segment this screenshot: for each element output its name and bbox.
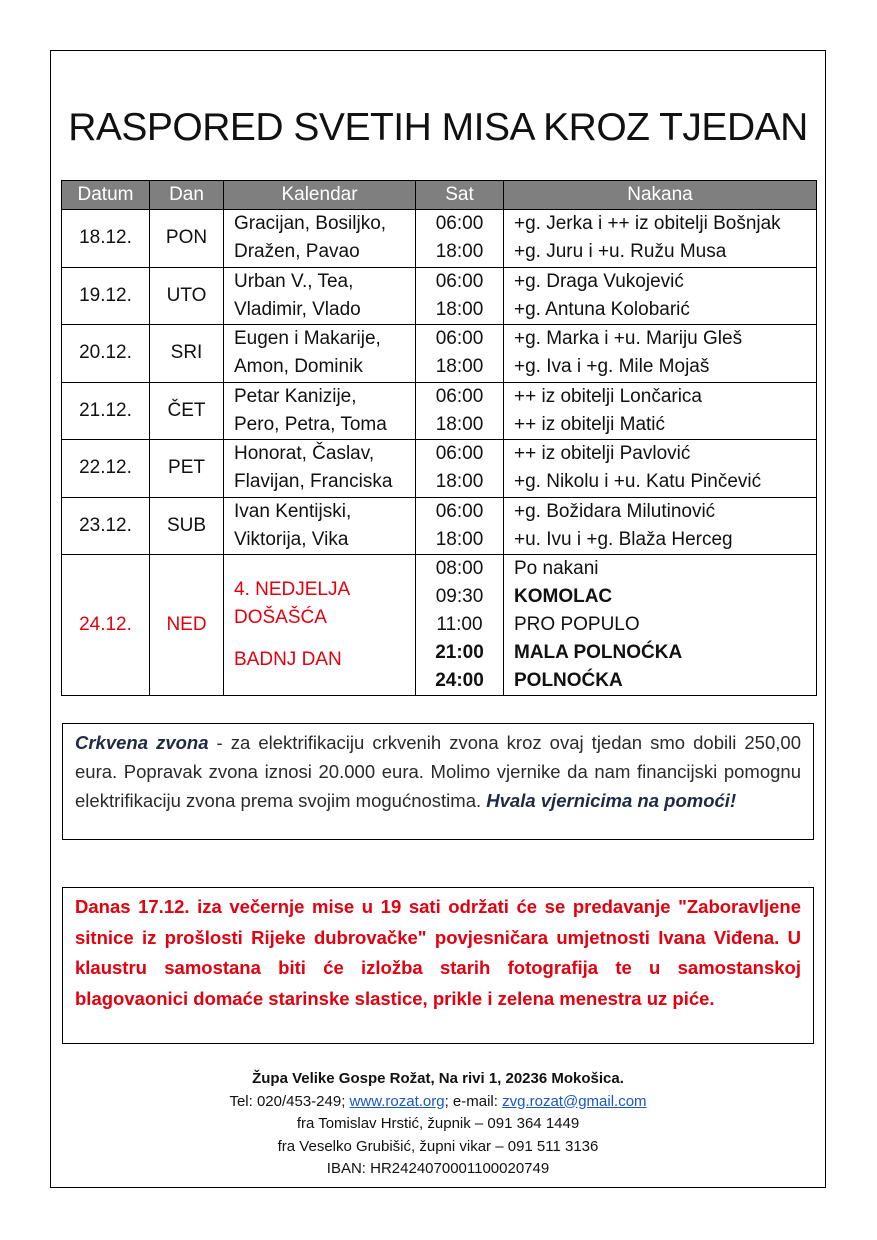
kalendar-line: Vladimir, Vlado bbox=[234, 298, 361, 320]
cell-sat bbox=[416, 440, 504, 498]
sat-line: 18:00 bbox=[435, 356, 484, 378]
nakana-line: Po nakani bbox=[514, 558, 599, 579]
sat-line: 18:00 bbox=[435, 528, 484, 550]
table-row bbox=[62, 497, 817, 555]
cell-kalendar bbox=[224, 267, 416, 325]
nakana-line: MALA POLNOĆKA bbox=[514, 642, 683, 663]
cell-kalendar bbox=[224, 325, 416, 383]
vicar-contact: fra Veselko Grubišić, župni vikar – 091 511 3136 bbox=[277, 1137, 599, 1155]
nakana-line: PRO POPULO bbox=[514, 614, 640, 635]
nakana-line: +g. Jerka i ++ iz obitelji Bošnjak bbox=[514, 213, 781, 235]
cell-kalendar bbox=[224, 440, 416, 498]
cell-nakana bbox=[504, 440, 817, 498]
parish-footer bbox=[50, 1068, 826, 1181]
kalendar-line: Urban V., Tea, bbox=[234, 270, 354, 292]
kalendar-line: Ivan Kentijski, bbox=[234, 500, 352, 522]
cell-dan: SUB bbox=[150, 497, 224, 555]
priest-contact: fra Tomislav Hrstić, župnik – 091 364 1449 bbox=[296, 1115, 580, 1132]
lecture-notice: Danas 17.12. iza večernje mise u 19 sati održati će se predavanje "Zaboravljene sitnice iz prošlosti Rijeke dubrovačke" povjesničara umjetnosti Ivana Viđena. U klaustru samostana biti će izložba starih fotografija te u samostanskoj blagovaonici domaće starinske slastice, prikle i zelena menestra uz piće. bbox=[62, 887, 814, 1044]
bells-notice bbox=[62, 723, 814, 840]
sat-line: 18:00 bbox=[435, 241, 484, 263]
header-nakana: Nakana bbox=[504, 181, 817, 210]
header-datum: Datum bbox=[62, 181, 150, 210]
cell-datum: 23.12. bbox=[62, 497, 150, 555]
cell-datum: 21.12. bbox=[62, 382, 150, 440]
cell-dan: ČET bbox=[150, 382, 224, 440]
sat-line: 06:00 bbox=[435, 443, 484, 465]
nakana-line: ++ iz obitelji Lončarica bbox=[514, 385, 702, 407]
sat-line: 18:00 bbox=[435, 471, 484, 493]
table-row bbox=[62, 210, 817, 268]
table-row bbox=[62, 267, 817, 325]
cell-dan: UTO bbox=[150, 267, 224, 325]
cell-kalendar bbox=[224, 555, 416, 696]
nakana-line: ++ iz obitelji Matić bbox=[514, 413, 666, 435]
bells-notice-body: - za elektrifikaciju crkvenih zvona kroz ovaj tjedan smo dobili 250,00 eura. Popravak zvona iznosi 20.000 eura. Molimo vjernike da nam financijski pomognu elektrifikaciju zvona prema svojim mogućnostima. bbox=[75, 732, 801, 811]
sat-line: 18:00 bbox=[435, 298, 484, 320]
cell-kalendar bbox=[224, 497, 416, 555]
header-dan: Dan bbox=[150, 181, 224, 210]
kalendar-line: Petar Kanizije, bbox=[234, 385, 357, 407]
sat-line: 21:00 bbox=[435, 642, 484, 663]
kalendar-line: Gracijan, Bosiljko, bbox=[234, 213, 387, 235]
sat-line: 06:00 bbox=[435, 270, 484, 292]
mass-schedule-table bbox=[61, 180, 817, 696]
sat-line: 09:30 bbox=[435, 586, 484, 607]
kalendar-line: 4. NEDJELJA bbox=[234, 579, 351, 600]
cell-sat bbox=[416, 325, 504, 383]
nakana-line: +g. Božidara Milutinović bbox=[514, 500, 716, 522]
cell-dan: SRI bbox=[150, 325, 224, 383]
email-label: ; e-mail: bbox=[444, 1092, 503, 1110]
cell-nakana bbox=[504, 497, 817, 555]
tel-text: Tel: 020/453-249; bbox=[229, 1092, 350, 1110]
header-sat: Sat bbox=[416, 181, 504, 210]
cell-datum: 19.12. bbox=[62, 267, 150, 325]
cell-datum: 24.12. bbox=[62, 555, 150, 696]
contact-line bbox=[50, 1091, 826, 1114]
table-row-sunday bbox=[62, 555, 817, 696]
cell-kalendar bbox=[224, 382, 416, 440]
cell-nakana bbox=[504, 325, 817, 383]
nakana-line: ++ iz obitelji Pavlović bbox=[514, 443, 691, 465]
header-kalendar: Kalendar bbox=[224, 181, 416, 210]
email-link[interactable]: zvg.rozat@gmail.com bbox=[502, 1092, 647, 1110]
nakana-line: +g. Juru i +u. Ružu Musa bbox=[514, 241, 727, 263]
sat-line: 06:00 bbox=[435, 385, 484, 407]
kalendar-line: BADNJ DAN bbox=[234, 649, 342, 670]
sat-line: 06:00 bbox=[435, 500, 484, 522]
iban: IBAN: HR2424070001100020749 bbox=[326, 1160, 550, 1177]
sat-line: 08:00 bbox=[435, 558, 484, 579]
cell-datum: 18.12. bbox=[62, 210, 150, 268]
table-row bbox=[62, 382, 817, 440]
kalendar-spacer bbox=[234, 632, 415, 646]
kalendar-line: Pero, Petra, Toma bbox=[234, 413, 387, 435]
kalendar-line: Dražen, Pavao bbox=[234, 241, 360, 263]
cell-sat bbox=[416, 210, 504, 268]
kalendar-line: Honorat, Časlav, bbox=[234, 443, 375, 465]
cell-datum: 20.12. bbox=[62, 325, 150, 383]
cell-sat bbox=[416, 382, 504, 440]
table-row bbox=[62, 440, 817, 498]
table-row bbox=[62, 325, 817, 383]
nakana-line: +g. Nikolu i +u. Katu Pinčević bbox=[514, 471, 762, 493]
cell-nakana bbox=[504, 382, 817, 440]
cell-kalendar bbox=[224, 210, 416, 268]
page-title: RASPORED SVETIH MISA KROZ TJEDAN bbox=[68, 106, 808, 149]
nakana-line: +g. Marka i +u. Mariju Gleš bbox=[514, 328, 743, 350]
kalendar-line: DOŠAŠĆA bbox=[234, 607, 327, 628]
cell-dan: PET bbox=[150, 440, 224, 498]
cell-sat bbox=[416, 555, 504, 696]
sat-line: 11:00 bbox=[436, 614, 483, 635]
cell-nakana bbox=[504, 555, 817, 696]
sat-line: 24:00 bbox=[435, 670, 484, 691]
kalendar-line: Amon, Dominik bbox=[234, 356, 363, 378]
sat-line: 06:00 bbox=[435, 328, 484, 350]
nakana-line: +u. Ivu i +g. Blaža Herceg bbox=[514, 528, 733, 550]
cell-dan: PON bbox=[150, 210, 224, 268]
bells-notice-closing: Hvala vjernicima na pomoći! bbox=[486, 790, 737, 811]
cell-sat bbox=[416, 267, 504, 325]
sat-line: 06:00 bbox=[435, 213, 484, 235]
nakana-line: +g. Iva i +g. Mile Mojaš bbox=[514, 356, 710, 378]
cell-nakana bbox=[504, 267, 817, 325]
sat-line: 18:00 bbox=[435, 413, 484, 435]
nakana-line: KOMOLAC bbox=[514, 586, 613, 607]
parish-address: Župa Velike Gospe Rožat, Na rivi 1, 20236 Mokošica. bbox=[252, 1070, 624, 1087]
cell-dan: NED bbox=[150, 555, 224, 696]
cell-sat bbox=[416, 497, 504, 555]
website-link[interactable]: www.rozat.org bbox=[349, 1092, 445, 1110]
kalendar-line: Viktorija, Vika bbox=[234, 528, 349, 550]
nakana-line: +g. Draga Vukojević bbox=[514, 270, 684, 292]
table-header-row bbox=[62, 181, 817, 210]
nakana-line: POLNOĆKA bbox=[514, 670, 623, 691]
kalendar-line: Eugen i Makarije, bbox=[234, 328, 381, 350]
cell-datum: 22.12. bbox=[62, 440, 150, 498]
bells-notice-lead: Crkvena zvona bbox=[75, 732, 209, 753]
cell-nakana bbox=[504, 210, 817, 268]
kalendar-line: Flavijan, Franciska bbox=[234, 471, 393, 493]
nakana-line: +g. Antuna Kolobarić bbox=[514, 298, 690, 320]
